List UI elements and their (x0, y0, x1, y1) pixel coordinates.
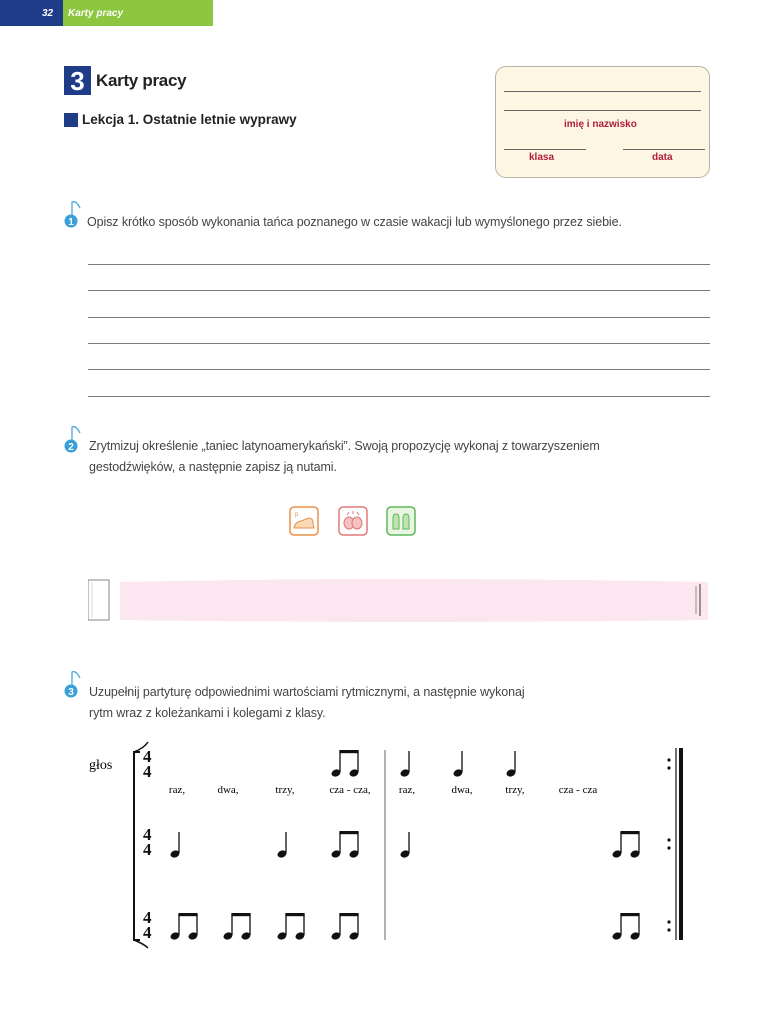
svg-text:4: 4 (143, 908, 152, 927)
lyric-syllable: cza - cza (558, 784, 598, 796)
answer-line[interactable] (88, 343, 710, 344)
exercise-2-text (89, 436, 600, 478)
answer-line[interactable] (88, 369, 710, 370)
rhythm-writing-staff[interactable] (88, 578, 718, 622)
quarter-note (400, 751, 411, 778)
eighth-note-pair (170, 913, 199, 941)
quarter-note (170, 832, 181, 859)
rhythm-score (0, 740, 768, 950)
student-info-box (495, 66, 710, 178)
clap-icon (338, 506, 368, 536)
class-label: klasa (529, 152, 555, 163)
eighth-note-pair (331, 831, 360, 859)
exercise-3-line-2: rytm wraz z koleżankami i kolegami z klasy. (89, 706, 326, 720)
lyric-syllable: raz, (168, 784, 186, 796)
page-header-bar (0, 0, 213, 26)
exercise-1-number: 1 (68, 217, 74, 228)
time-signature-maracas (143, 908, 152, 942)
voice-label: głos (89, 758, 113, 773)
svg-text:4: 4 (143, 747, 152, 766)
lesson-title: Lekcja 1. Ostatnie letnie wyprawy (82, 112, 297, 127)
svg-text:4: 4 (143, 923, 152, 942)
svg-text:4: 4 (143, 762, 152, 781)
exercise-1-text: Opisz krótko sposób wykonania tańca poznanego w czasie wakacji lub wymyślonego przez siebie. (87, 215, 622, 229)
answer-line[interactable] (88, 264, 710, 265)
exercise-2-note-icon (64, 423, 80, 457)
answer-line[interactable] (88, 317, 710, 318)
page-number: 32 (0, 0, 63, 26)
exercise-3-note-icon (64, 668, 80, 702)
chapter-heading (64, 66, 186, 95)
svg-text:p: p (295, 512, 299, 518)
eighth-note-pair (331, 750, 360, 778)
eighth-note-pair (277, 913, 306, 941)
lesson-heading (64, 112, 297, 127)
exercise-3-number: 3 (68, 687, 74, 698)
eighth-note-pair (331, 913, 360, 941)
date-line[interactable] (623, 149, 705, 150)
exercise-2-line-1: Zrytmizuj określenie „taniec latynoamerykański”. Swoją propozycję wykonaj z towarzyszeniem (89, 439, 600, 453)
eighth-note-pair (223, 913, 252, 941)
quarter-note (453, 751, 464, 778)
answer-line[interactable] (88, 290, 710, 291)
name-line-1[interactable] (504, 91, 701, 92)
exercise-3-text (89, 682, 525, 724)
lyric-syllable: trzy, (275, 784, 295, 796)
date-label: data (652, 152, 673, 163)
name-label: imię i nazwisko (564, 119, 637, 130)
quarter-note (400, 832, 411, 859)
name-line-2[interactable] (504, 110, 701, 111)
lesson-square-icon (64, 113, 78, 127)
repeat-dots-voice (667, 758, 670, 769)
quarter-note (277, 832, 288, 859)
lyric-syllable: dwa, (451, 784, 473, 796)
lyric-syllable: trzy, (505, 784, 525, 796)
exercise-2-line-2: gestodźwięków, a następnie zapisz ją nutami. (89, 460, 337, 474)
lyric-syllable: raz, (398, 784, 416, 796)
quarter-note (506, 751, 517, 778)
eighth-note-pair (612, 913, 641, 941)
lyric-syllable: cza - cza, (329, 784, 371, 796)
chapter-title: Karty pracy (96, 70, 187, 90)
answer-line[interactable] (88, 396, 710, 397)
repeat-dots-guiro (667, 838, 670, 849)
repeat-dots-maracas (667, 920, 670, 931)
exercise-2-number: 2 (68, 442, 74, 453)
class-line[interactable] (504, 149, 586, 150)
exercise-3-line-1: Uzupełnij partyturę odpowiednimi wartościami rytmicznymi, a następnie wykonaj (89, 685, 525, 699)
hands-icon (386, 506, 416, 536)
svg-text:4: 4 (143, 840, 152, 859)
time-signature-voice (143, 747, 152, 781)
eighth-note-pair (612, 831, 641, 859)
exercise-1-note-icon (64, 198, 80, 232)
svg-text:4: 4 (143, 825, 152, 844)
chapter-number: 3 (64, 66, 91, 95)
foot-stamp-icon (289, 506, 319, 536)
page-section-title: Karty pracy (63, 0, 213, 26)
time-signature-guiro (143, 825, 152, 859)
lyric-syllable: dwa, (217, 784, 239, 796)
